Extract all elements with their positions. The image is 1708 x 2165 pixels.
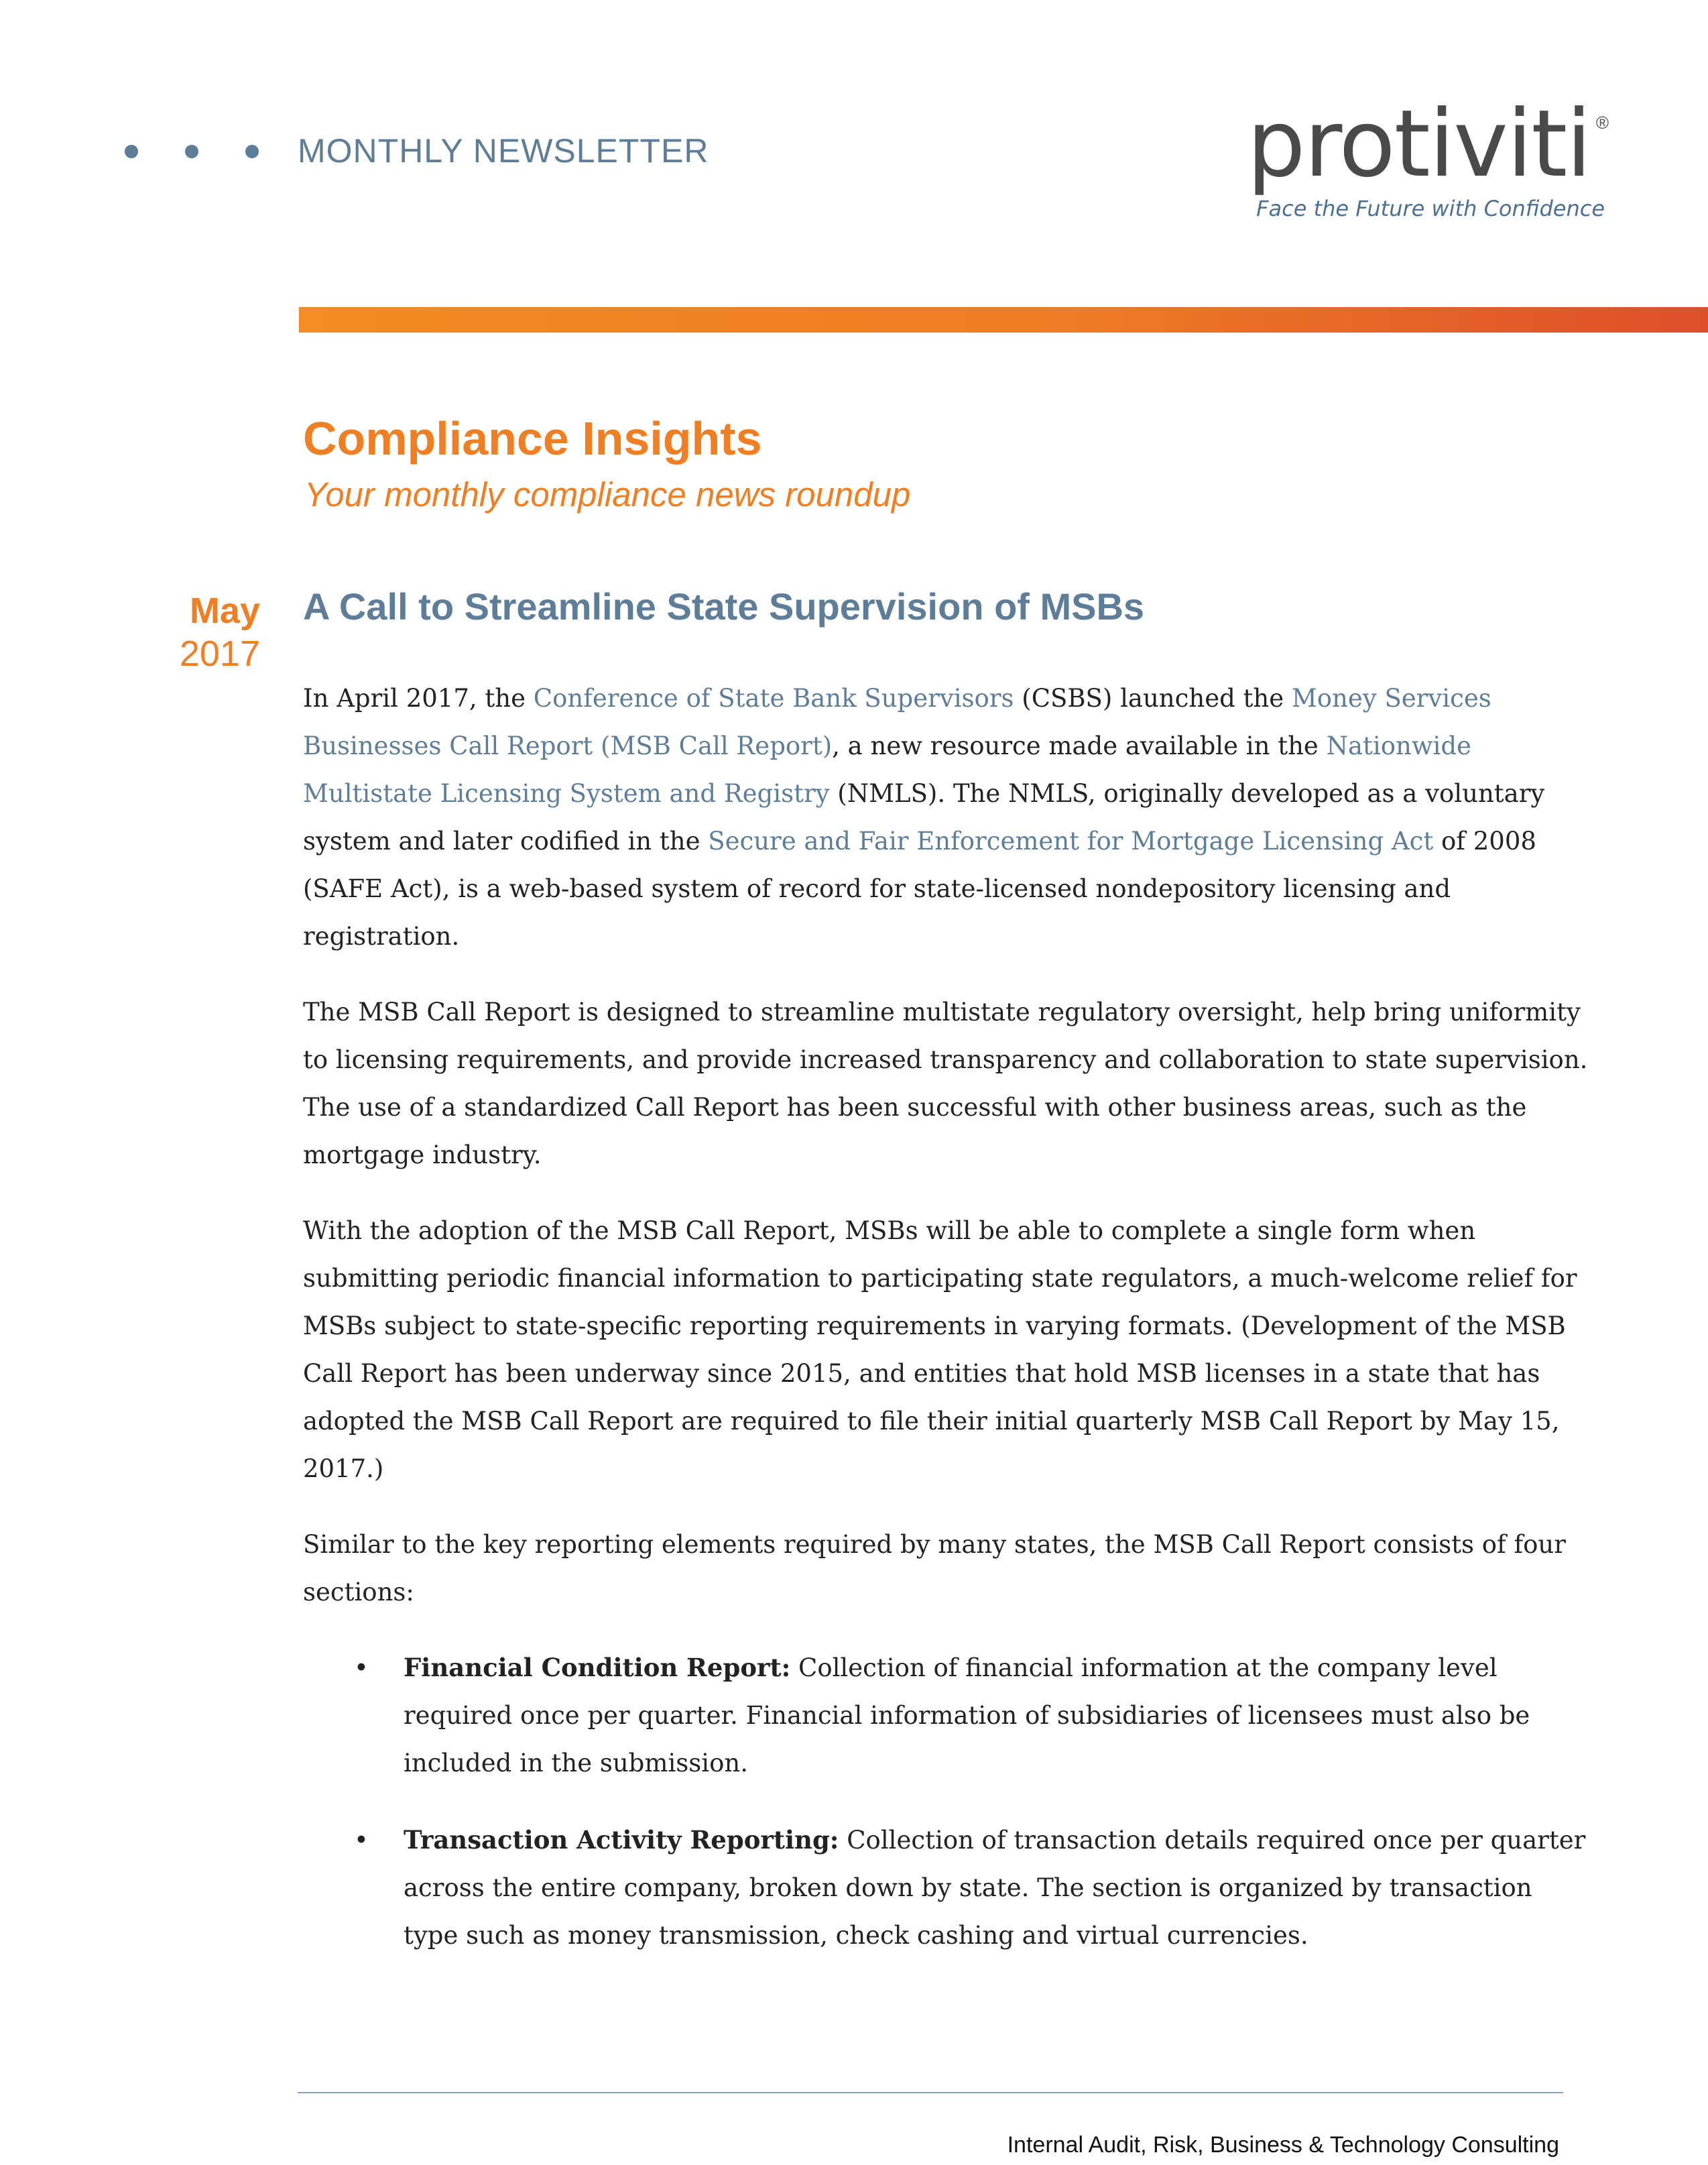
list-item-text: Collection of transaction details required once per quarter across the entire company, broken down by state. The section is organized by transaction type such as money transmission, check cashing and virtual currencies. bbox=[404, 1826, 1586, 1950]
logo-registered-mark: ® bbox=[1595, 113, 1609, 133]
list-item bbox=[303, 1644, 1590, 1787]
header-divider-bar bbox=[299, 307, 1708, 333]
text-run: (NMLS). The NMLS, originally developed as a voluntary system and later codified in the bbox=[303, 779, 1545, 856]
masthead-title: Compliance Insights bbox=[303, 412, 762, 465]
dot-icon bbox=[245, 145, 259, 158]
link-msb-call-report[interactable]: Money Services Businesses Call Report (MSB Call Report) bbox=[303, 684, 1491, 760]
paragraph-adoption: With the adoption of the MSB Call Report, MSBs will be able to complete a single form when submitting periodic financial information to participating state regulators, a much-welcome relief for MSBs subject to state-specific reporting requirements in varying formats. (Development of the MSB Call Report has been underway since 2015, and entities that hold MSB licenses in a state that has adopted the MSB Call Report are required to file their initial quarterly MSB Call Report by May 15, 2017.) bbox=[303, 1216, 1577, 1483]
header-decorative-dots bbox=[125, 137, 259, 166]
text-run: , a new resource made available in the bbox=[832, 732, 1327, 760]
sections-list bbox=[303, 1644, 1590, 1959]
paragraph-purpose: The MSB Call Report is designed to streamline multistate regulatory oversight, help bring uniformity to licensing requirements, and provide increased transparency and collaboration to state supervision. The use of a standardized Call Report has been successful with other business areas, such as the mortgage industry. bbox=[303, 998, 1588, 1169]
bullet-icon: • bbox=[354, 1826, 369, 1855]
article-body bbox=[303, 675, 1590, 1989]
list-item-text: Collection of financial information at the company level required once per quarter. Financial information of subsidiaries of licensees must also be included in the submission. bbox=[404, 1653, 1530, 1777]
link-nmls[interactable]: Nationwide Multistate Licensing System and Registry bbox=[303, 732, 1471, 808]
text-run: In April 2017, the bbox=[303, 684, 534, 713]
list-item-term: Transaction Activity Reporting: bbox=[404, 1825, 839, 1855]
paragraph-sections: Similar to the key reporting elements required by many states, the MSB Call Report consists of four sections: bbox=[303, 1530, 1566, 1606]
dot-icon bbox=[185, 145, 198, 158]
logo-tagline: Face the Future with Confidence bbox=[1256, 196, 1605, 221]
link-safe-act[interactable]: Secure and Fair Enforcement for Mortgage Licensing Act bbox=[708, 827, 1434, 856]
issue-year: 2017 bbox=[179, 634, 260, 674]
paragraph-intro bbox=[303, 675, 1590, 960]
issue-month: May bbox=[189, 591, 260, 631]
dot-icon bbox=[125, 145, 138, 158]
text-run: of 2008 (SAFE Act), is a web-based system of record for state-licensed nondepository licensing and registration. bbox=[303, 827, 1536, 951]
link-csbs[interactable]: Conference of State Bank Supervisors bbox=[533, 684, 1014, 713]
text-run: (CSBS) launched the bbox=[1014, 684, 1292, 713]
article-title: A Call to Streamline State Supervision of MSBs bbox=[303, 585, 1145, 628]
bullet-icon: • bbox=[354, 1653, 369, 1682]
footer-tagline: Internal Audit, Risk, Business & Technology Consulting bbox=[1007, 2132, 1559, 2158]
list-item bbox=[303, 1816, 1590, 1959]
footer-divider bbox=[298, 2092, 1563, 2093]
protiviti-logo bbox=[1247, 90, 1609, 228]
masthead-subtitle: Your monthly compliance news roundup bbox=[304, 475, 911, 514]
newsletter-label: MONTHLY NEWSLETTER bbox=[298, 132, 709, 170]
list-item-term: Financial Condition Report: bbox=[404, 1653, 791, 1682]
logo-wordmark: protiviti bbox=[1247, 90, 1591, 198]
